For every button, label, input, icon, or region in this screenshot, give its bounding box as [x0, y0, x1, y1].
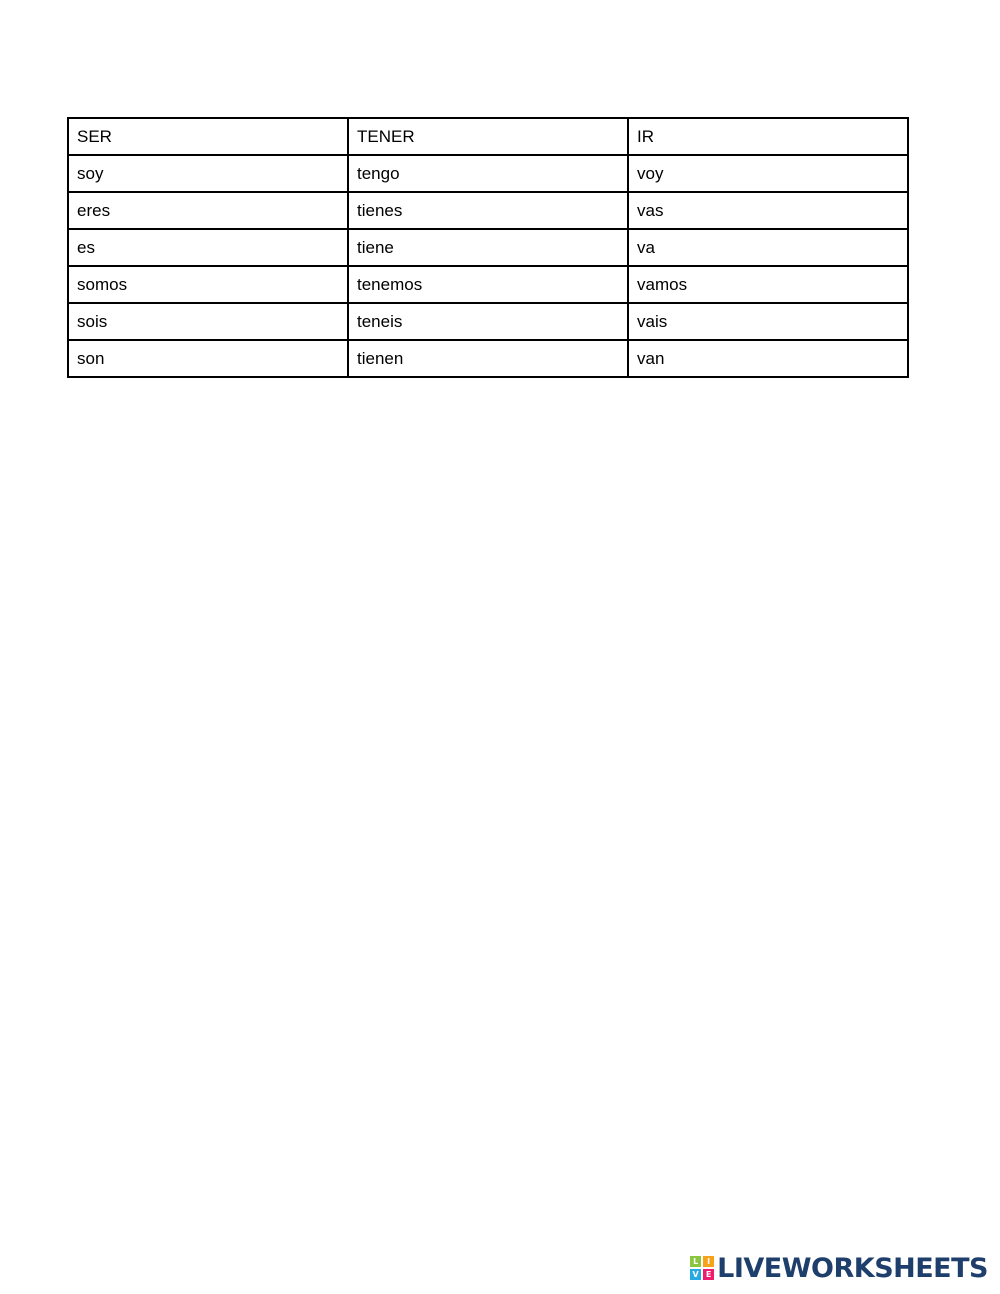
liveworksheets-logo-icon — [690, 1256, 714, 1280]
header-cell-tener: TENER — [348, 118, 628, 155]
table-cell: son — [68, 340, 348, 377]
table-row — [68, 303, 908, 340]
table-cell: tenemos — [348, 266, 628, 303]
table-cell: tengo — [348, 155, 628, 192]
table-row — [68, 229, 908, 266]
table-cell: es — [68, 229, 348, 266]
table-cell: tienen — [348, 340, 628, 377]
table-cell: vas — [628, 192, 908, 229]
table-row — [68, 155, 908, 192]
table-cell: tiene — [348, 229, 628, 266]
table-cell: soy — [68, 155, 348, 192]
table-row — [68, 266, 908, 303]
liveworksheets-wordmark: LIVEWORKSHEETS — [717, 1252, 988, 1284]
table-header-row — [68, 118, 908, 155]
table-cell: vamos — [628, 266, 908, 303]
conjugation-table — [67, 117, 909, 378]
table-cell: vais — [628, 303, 908, 340]
header-cell-ser: SER — [68, 118, 348, 155]
logo-square-e: E — [703, 1269, 714, 1280]
logo-square-i: I — [703, 1256, 714, 1267]
table-cell: voy — [628, 155, 908, 192]
table-cell: va — [628, 229, 908, 266]
table-row — [68, 192, 908, 229]
table-cell: eres — [68, 192, 348, 229]
table-cell: van — [628, 340, 908, 377]
table-cell: somos — [68, 266, 348, 303]
table-row — [68, 340, 908, 377]
logo-square-l: L — [690, 1256, 701, 1267]
header-cell-ir: IR — [628, 118, 908, 155]
liveworksheets-logo — [690, 1254, 988, 1282]
table-cell: teneis — [348, 303, 628, 340]
table-cell: tienes — [348, 192, 628, 229]
logo-square-v: V — [690, 1269, 701, 1280]
table-cell: sois — [68, 303, 348, 340]
